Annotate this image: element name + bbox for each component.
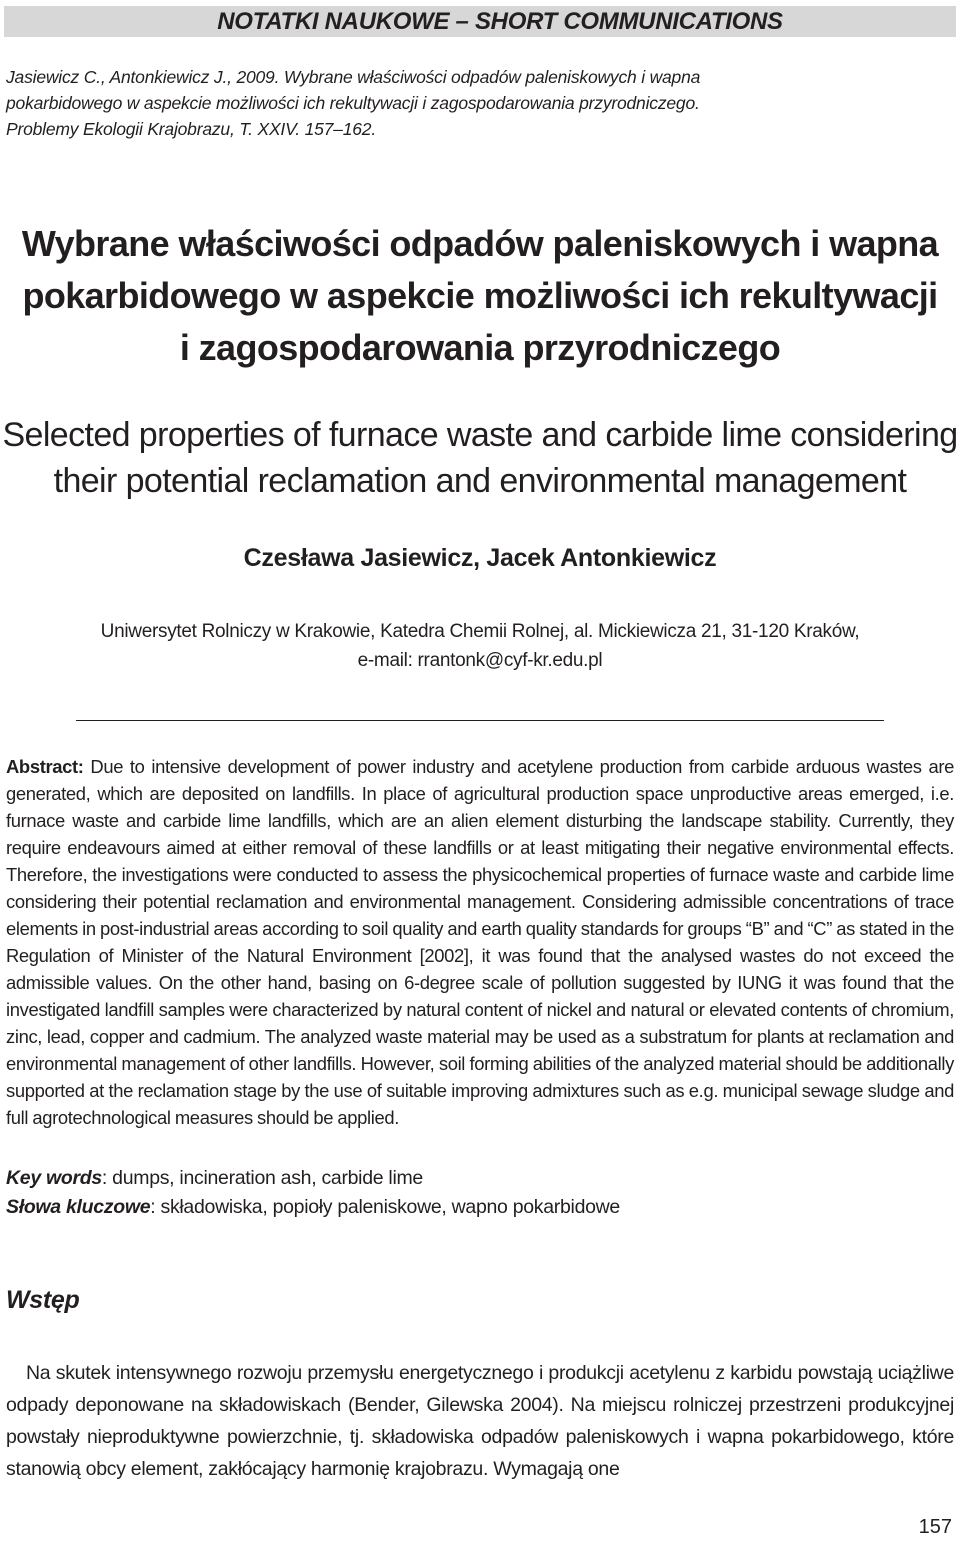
abstract-label: Abstract:: [6, 756, 84, 777]
keywords: [6, 1164, 954, 1222]
keywords-polish: [6, 1193, 954, 1222]
section-heading: Wstęp: [6, 1286, 80, 1314]
abstract: [6, 753, 954, 1131]
title-polish-line: pokarbidowego w aspekcie możliwości ich rekultywacji: [22, 275, 938, 316]
keywords-polish-label: Słowa kluczowe: [6, 1196, 151, 1218]
citation-line: Problemy Ekologii Krajobrazu, T. XXIV. 157–162.: [6, 119, 376, 139]
affiliation-address: Uniwersytet Rolniczy w Krakowie, Katedra Chemii Rolnej, al. Mickiewicza 21, 31-120 Kraków,: [100, 621, 860, 642]
running-header: [4, 6, 956, 37]
title-polish-line: Wybrane właściwości odpadów paleniskowych i wapna: [21, 223, 939, 264]
running-header-text: NOTATKI NAUKOWE – SHORT COMMUNICATIONS: [217, 7, 783, 35]
title-polish: [0, 218, 960, 374]
keywords-english: [6, 1164, 954, 1193]
authors: Czesława Jasiewicz, Jacek Antonkiewicz: [243, 544, 717, 572]
title-english: [0, 412, 960, 504]
keywords-polish-text: : składowiska, popioły paleniskowe, wapno pokarbidowe: [150, 1196, 620, 1218]
page-number: 157: [918, 1516, 952, 1538]
title-english-line: their potential reclamation and environmental management: [53, 462, 907, 500]
affiliation: [0, 617, 960, 675]
affiliation-email: e-mail: rrantonk@cyf-kr.edu.pl: [357, 650, 603, 671]
abstract-text: Due to intensive development of power industry and acetylene production from carbide arduous wastes are generated, which are deposited on landfills. In place of agricultural production space unproductive areas emerged, i.e. furnace waste and carbide lime landfills, which are an alien element disturbing the landscape stability. Currently, they require endeavours aimed at either removal of these landfills or at least mitigating their negative environmental effects. Therefore, the investigations were conducted to assess the physicochemical properties of furnace waste and carbide lime considering their potential reclamation and environmental management. Considering admissible concentrations of trace elements in post-industrial areas according to soil quality and earth quality standards for groups “B” and “C” as stated in the Regulation of Minister of the Natural Environment [2002], it was found that the analysed wastes do not exceed the admissible values. On the other hand, basing on 6-degree scale of pollution suggested by IUNG it was found that the investigated landfill samples were characterized by natural content of nickel and natural or elevated contents of chromium, zinc, lead, copper and cadmium. The analyzed waste material may be used as a substratum for plants at reclamation and environmental management of other landfills. However, soil forming abilities of the analyzed material should be additionally supported at the reclamation stage by the use of suitable improving admixtures such as e.g. municipal sewage sludge and full agrotechnological measures should be applied.: [6, 756, 954, 1128]
title-english-line: Selected properties of furnace waste and carbide lime considering: [2, 416, 958, 454]
divider-rule: [76, 720, 884, 721]
keywords-english-text: : dumps, incineration ash, carbide lime: [101, 1167, 423, 1189]
intro-paragraph: Na skutek intensywnego rozwoju przemysłu energetycznego i produkcji acetylenu z karbidu powstają uciążliwe odpady deponowane na składowiskach (Bender, Gilewska 2004). Na miejscu rolniczej przestrzeni produkcyjnej powstały nieproduktywne powierzchnie, tj. składowiska odpadów paleniskowych i wapna pokarbidowego, które stanowią obcy element, zakłócający harmonię krajobrazu. Wymagają one: [6, 1362, 954, 1480]
citation-line: pokarbidowego w aspekcie możliwości ich rekultywacji i zagospodarowania przyrodniczego.: [6, 93, 700, 113]
title-polish-line: i zagospodarowania przyrodniczego: [179, 327, 781, 368]
keywords-english-label: Key words: [6, 1167, 102, 1189]
citation-line: Jasiewicz C., Antonkiewicz J., 2009. Wybrane właściwości odpadów paleniskowych i wapna: [6, 67, 701, 87]
citation: [6, 64, 946, 142]
